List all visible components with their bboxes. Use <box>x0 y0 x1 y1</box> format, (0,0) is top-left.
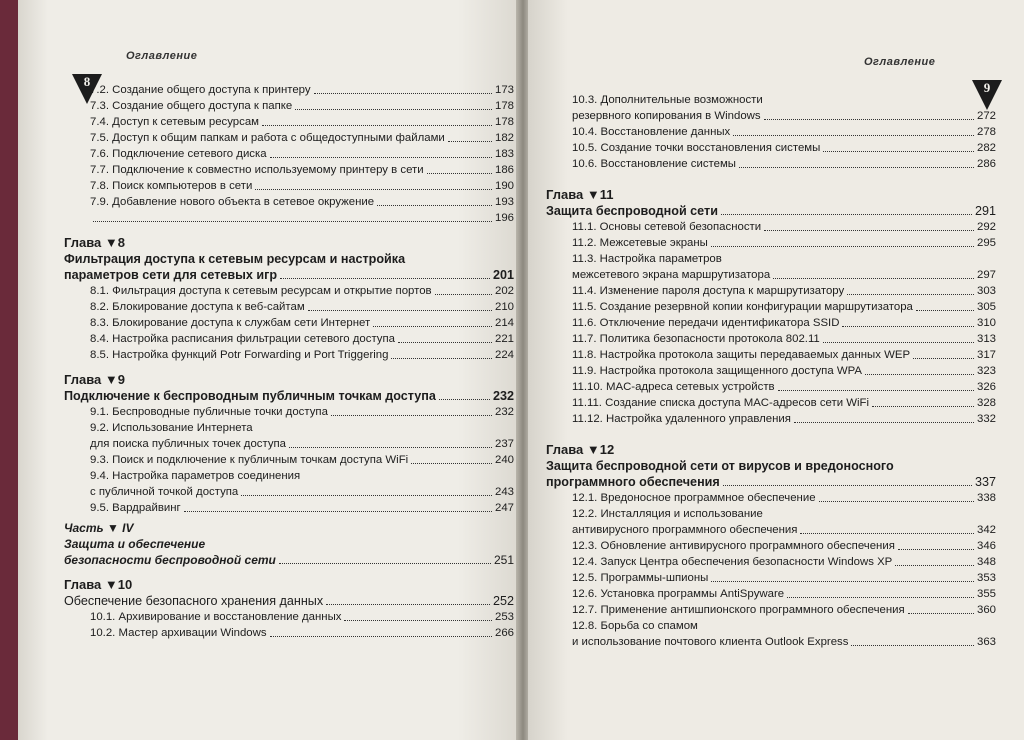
page-number: 9 <box>983 80 991 95</box>
toc-entry-line: 12.8. Борьба со спамом <box>572 620 698 632</box>
chapter-label: Глава ▼9 <box>64 372 125 387</box>
toc-entry[interactable]: резервного копирования в Windows 272 <box>572 110 996 122</box>
toc-entry[interactable]: 8.3. Блокирование доступа к службам сети Интернет 214 <box>90 317 514 329</box>
part-title: Защита и обеспечение <box>64 537 206 551</box>
toc-entry[interactable]: 7.6. Подключение сетевого диска 183 <box>90 148 514 160</box>
toc-entry[interactable]: 7.9. Добавление нового объекта в сетевое окружение 193 <box>90 196 514 208</box>
toc-entry[interactable]: 7.8. Поиск компьютеров в сети 190 <box>90 180 514 192</box>
toc-entry[interactable]: безопасности беспроводной сети 251 <box>64 553 514 567</box>
left-page <box>18 0 518 740</box>
toc-entry[interactable]: 10.5. Создание точки восстановления системы 282 <box>572 142 996 154</box>
running-header: Оглавление <box>126 50 198 62</box>
toc-entry[interactable]: 11.9. Настройка протокола защищенного доступа WPA 323 <box>572 365 996 377</box>
toc-entry-line: 11.3. Настройка параметров <box>572 253 722 265</box>
toc-entry[interactable]: 12.7. Применение антишпионского программного обеспечения 360 <box>572 604 996 616</box>
toc-left <box>64 82 514 641</box>
toc-entry[interactable]: с публичной точкой доступа 243 <box>90 486 514 498</box>
toc-entry[interactable]: антивирусного программного обеспечения 342 <box>572 524 996 536</box>
toc-entry[interactable]: 7.3. Создание общего доступа к папке 178 <box>90 100 514 112</box>
chapter-label: Глава ▼12 <box>546 442 615 457</box>
toc-entry[interactable]: 8.2. Блокирование доступа к веб-сайтам 210 <box>90 301 514 313</box>
toc-entry[interactable]: Обеспечение безопасного хранения данных 252 <box>64 594 514 608</box>
toc-entry[interactable]: 9.5. Вардрайвинг 247 <box>90 502 514 514</box>
right-page <box>528 0 1024 740</box>
toc-entry[interactable]: 11.11. Создание списка доступа MAC-адресов сети WiFi 328 <box>572 397 996 409</box>
chapter-title: Фильтрация доступа к сетевым ресурсам и настройка <box>64 252 406 266</box>
chapter-label: Глава ▼8 <box>64 235 125 250</box>
toc-entry[interactable]: 9.1. Беспроводные публичные точки доступа 232 <box>90 406 514 418</box>
toc-entry[interactable]: 7.5. Доступ к общим папкам и работа с общедоступными файлами 182 <box>90 132 514 144</box>
toc-entry[interactable]: для поиска публичных точек доступа 237 <box>90 438 514 450</box>
toc-entry[interactable]: 11.10. MAC-адреса сетевых устройств 326 <box>572 381 996 393</box>
toc-entry-line: 10.3. Дополнительные возможности <box>572 94 763 106</box>
toc-entry[interactable]: 9.3. Поиск и подключение к публичным точкам доступа WiFi 240 <box>90 454 514 466</box>
toc-entry[interactable]: программного обеспечения 337 <box>546 475 996 489</box>
part-label: Часть ▼ IV <box>64 521 134 535</box>
toc-entry-line: 9.2. Использование Интернета <box>90 422 253 434</box>
toc-entry[interactable]: 11.6. Отключение передачи идентификатора SSID 310 <box>572 317 996 329</box>
toc-entry[interactable]: 11.8. Настройка протокола защиты передаваемых данных WEP 317 <box>572 349 996 361</box>
toc-entry-line: 12.2. Инсталляция и использование <box>572 508 763 520</box>
toc-entry[interactable]: 10.1. Архивирование и восстановление данных 253 <box>90 611 514 623</box>
toc-entry[interactable]: параметров сети для сетевых игр 201 <box>64 268 514 282</box>
page-number: 8 <box>83 74 91 89</box>
toc-entry[interactable]: 7.2. Создание общего доступа к принтеру 173 <box>90 84 514 96</box>
toc-entry[interactable]: 12.5. Программы-шпионы 353 <box>572 572 996 584</box>
toc-entry[interactable]: 12.1. Вредоносное программное обеспечение 338 <box>572 492 996 504</box>
toc-entry[interactable]: 8.5. Настройка функций Potr Forwarding и Port Triggering 224 <box>90 349 514 361</box>
chapter-title: Защита беспроводной сети от вирусов и вредоносного <box>546 459 894 473</box>
toc-entry[interactable]: 11.2. Межсетевые экраны 295 <box>572 237 996 249</box>
toc-right <box>546 92 996 650</box>
toc-entry[interactable]: 10.2. Мастер архивации Windows 266 <box>90 627 514 639</box>
toc-entry-line: 9.4. Настройка параметров соединения <box>90 470 301 482</box>
toc-entry[interactable]: 11.5. Создание резервной копии конфигурации маршрутизатора 305 <box>572 301 996 313</box>
toc-entry[interactable]: 12.4. Запуск Центра обеспечения безопасности Windows XP 348 <box>572 556 996 568</box>
toc-entry[interactable]: 10.4. Восстановление данных 278 <box>572 126 996 138</box>
toc-entry[interactable]: 12.6. Установка программы AntiSpyware 355 <box>572 588 996 600</box>
toc-entry[interactable]: 8.1. Фильтрация доступа к сетевым ресурсам и открытие портов 202 <box>90 285 514 297</box>
toc-entry[interactable]: 11.1. Основы сетевой безопасности 292 <box>572 221 996 233</box>
chapter-label: Глава ▼10 <box>64 577 133 592</box>
toc-entry[interactable]: и использование почтового клиента Outlook Express 363 <box>572 636 996 648</box>
toc-entry[interactable]: 8.4. Настройка расписания фильтрации сетевого доступа 221 <box>90 333 514 345</box>
toc-entry[interactable]: Подключение к беспроводным публичным точкам доступа 232 <box>64 389 514 403</box>
chapter-label: Глава ▼11 <box>546 187 614 202</box>
toc-entry[interactable]: 10.6. Восстановление системы 286 <box>572 158 996 170</box>
toc-entry[interactable]: 12.3. Обновление антивирусного программного обеспечения 346 <box>572 540 996 552</box>
toc-entry[interactable]: 11.4. Изменение пароля доступа к маршрутизатору 303 <box>572 285 996 297</box>
toc-entry[interactable]: 7.4. Доступ к сетевым ресурсам 178 <box>90 116 514 128</box>
toc-entry[interactable]: 196 <box>64 210 514 226</box>
toc-entry[interactable]: 7.7. Подключение к совместно используемому принтеру в сети 186 <box>90 164 514 176</box>
toc-entry[interactable]: Защита беспроводной сети 291 <box>546 204 996 218</box>
toc-entry[interactable]: 11.12. Настройка удаленного управления 332 <box>572 413 996 425</box>
toc-entry[interactable]: 11.7. Политика безопасности протокола 802.11 313 <box>572 333 996 345</box>
toc-entry[interactable]: межсетевого экрана маршрутизатора 297 <box>572 269 996 281</box>
running-header: Оглавление <box>864 56 936 68</box>
